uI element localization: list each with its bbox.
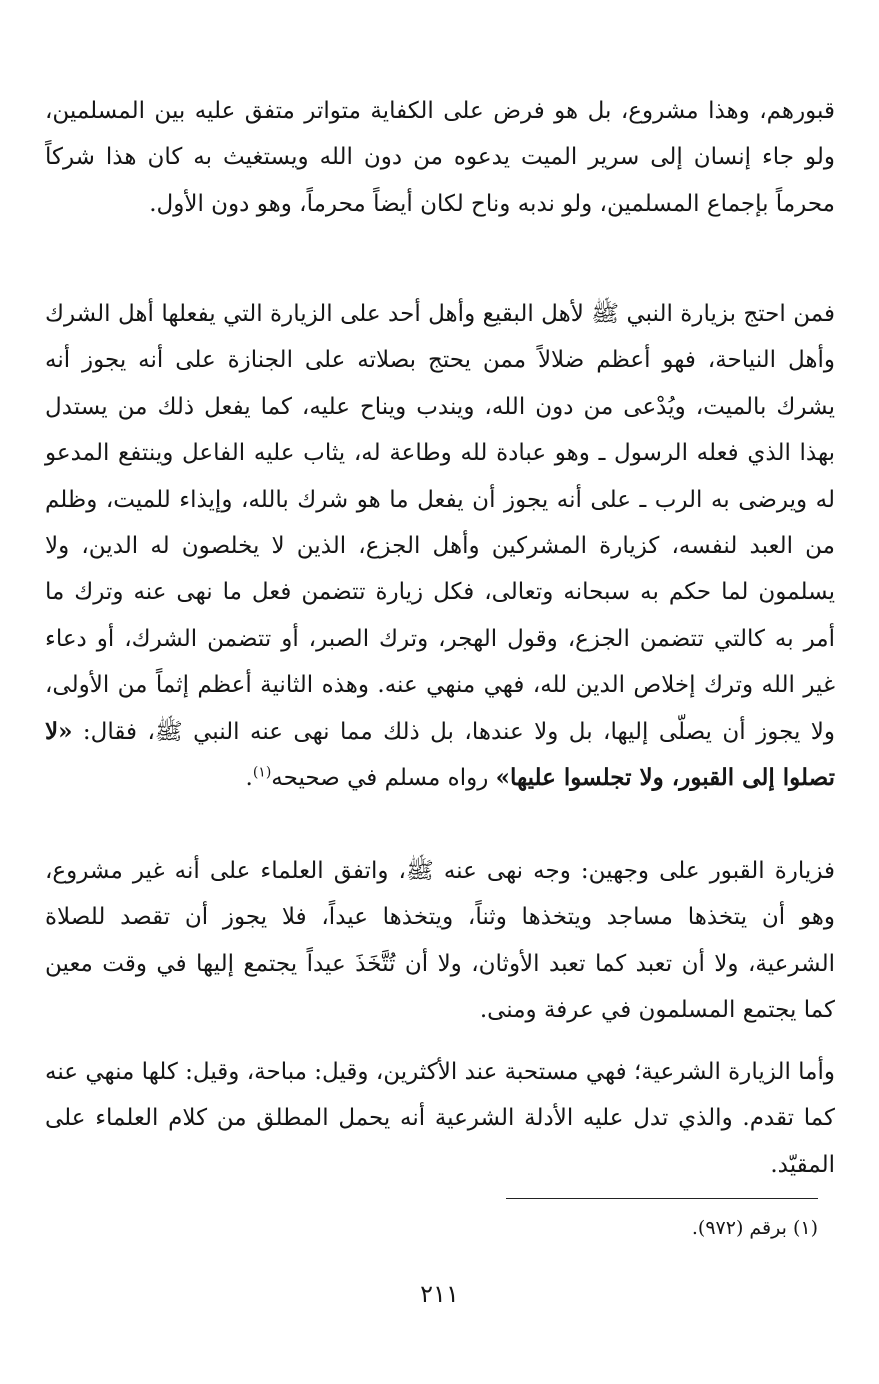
- paragraph-4: وأما الزيارة الشرعية؛ فهي مستحبة عند الأكثرين، وقيل: مباحة، وقيل: كلها منهي عنه كما تقدم. والذي تدل عليه الأدلة الشرعية أنه يحمل المطلق من كلام العلماء على المقيّد.: [45, 1059, 835, 1178]
- paragraph-2-source: رواه مسلم في صحيحه: [271, 765, 496, 792]
- paragraph-2-end: .: [245, 765, 253, 792]
- footnote-reference[interactable]: (١): [252, 764, 272, 781]
- paragraph-3: فزيارة القبور على وجهين: وجه نهى عنه ﷺ، واتفق العلماء على أنه غير مشروع، وهو أن يتخذها مساجد ويتخذها وثناً، ويتخذها عيداً، فلا يجوز أن تقصد للصلاة الشرعية، ولا أن تعبد كما تعبد الأوثان، ولا أن تُتَّخَذَ عيداً يجتمع إليها في وقت معين كما يجتمع المسلمون في عرفة ومنى.: [45, 858, 835, 1024]
- footnote-divider: [506, 1198, 818, 1199]
- paragraph-1: قبورهم، وهذا مشروع، بل هو فرض على الكفاية متواتر متفق عليه بين المسلمين، ولو جاء إنسان إلى سرير الميت يدعوه من دون الله ويستغيث به كان هذا شركاً محرماً بإجماع المسلمين، ولو ندبه وناح لكان أيضاً محرماً، وهو دون الأول.: [45, 98, 835, 217]
- paragraph-2-body: فمن احتج بزيارة النبي ﷺ لأهل البقيع وأهل أحد على الزيارة التي يفعلها أهل الشرك وأهل النياحة، فهو أعظم ضلالاً ممن يحتج بصلاته على الجنازة على أنه يجوز أنه يشرك بالميت، ويُدْعى من دون الله، ويندب ويناح عليه، كما يفعل ذلك من يستدل بهذا الذي فعله الرسول ـ وهو عبادة لله وطاعة له، يثاب عليه الفاعل وينتفع المدعو له ويرضى به الرب ـ على أنه يجوز أن يفعل ما هو شرك بالله، وإيذاء للميت، وظلم من العبد لنفسه، كزيارة المشركين وأهل الجزع، الذين لا يخلصون له الدين، ولا يسلمون لما حكم به سبحانه وتعالى، فكل زيارة تتضمن فعل ما نهى عنه وترك ما أمر به كالتي تتضمن الجزع، وقول الهجر، وترك الصبر، أو تتضمن الشرك، أو دعاء غير الله وترك إخلاص الدين لله، فهي منهي عنه. وهذه الثانية أعظم إثماً من الأولى، ولا يجوز أن يصلّى إليها، بل ولا عندها، بل ذلك مما نهى عنه النبي ﷺ، فقال:: [45, 301, 835, 745]
- page-number: ٢١١: [420, 1280, 459, 1308]
- footnote: (١) برقم (٩٧٢).: [691, 1217, 818, 1239]
- hadith-quote: «لا تصلوا إلى القبور، ولا تجلسوا عليها»: [45, 717, 835, 792]
- paragraph-2: [45, 291, 835, 801]
